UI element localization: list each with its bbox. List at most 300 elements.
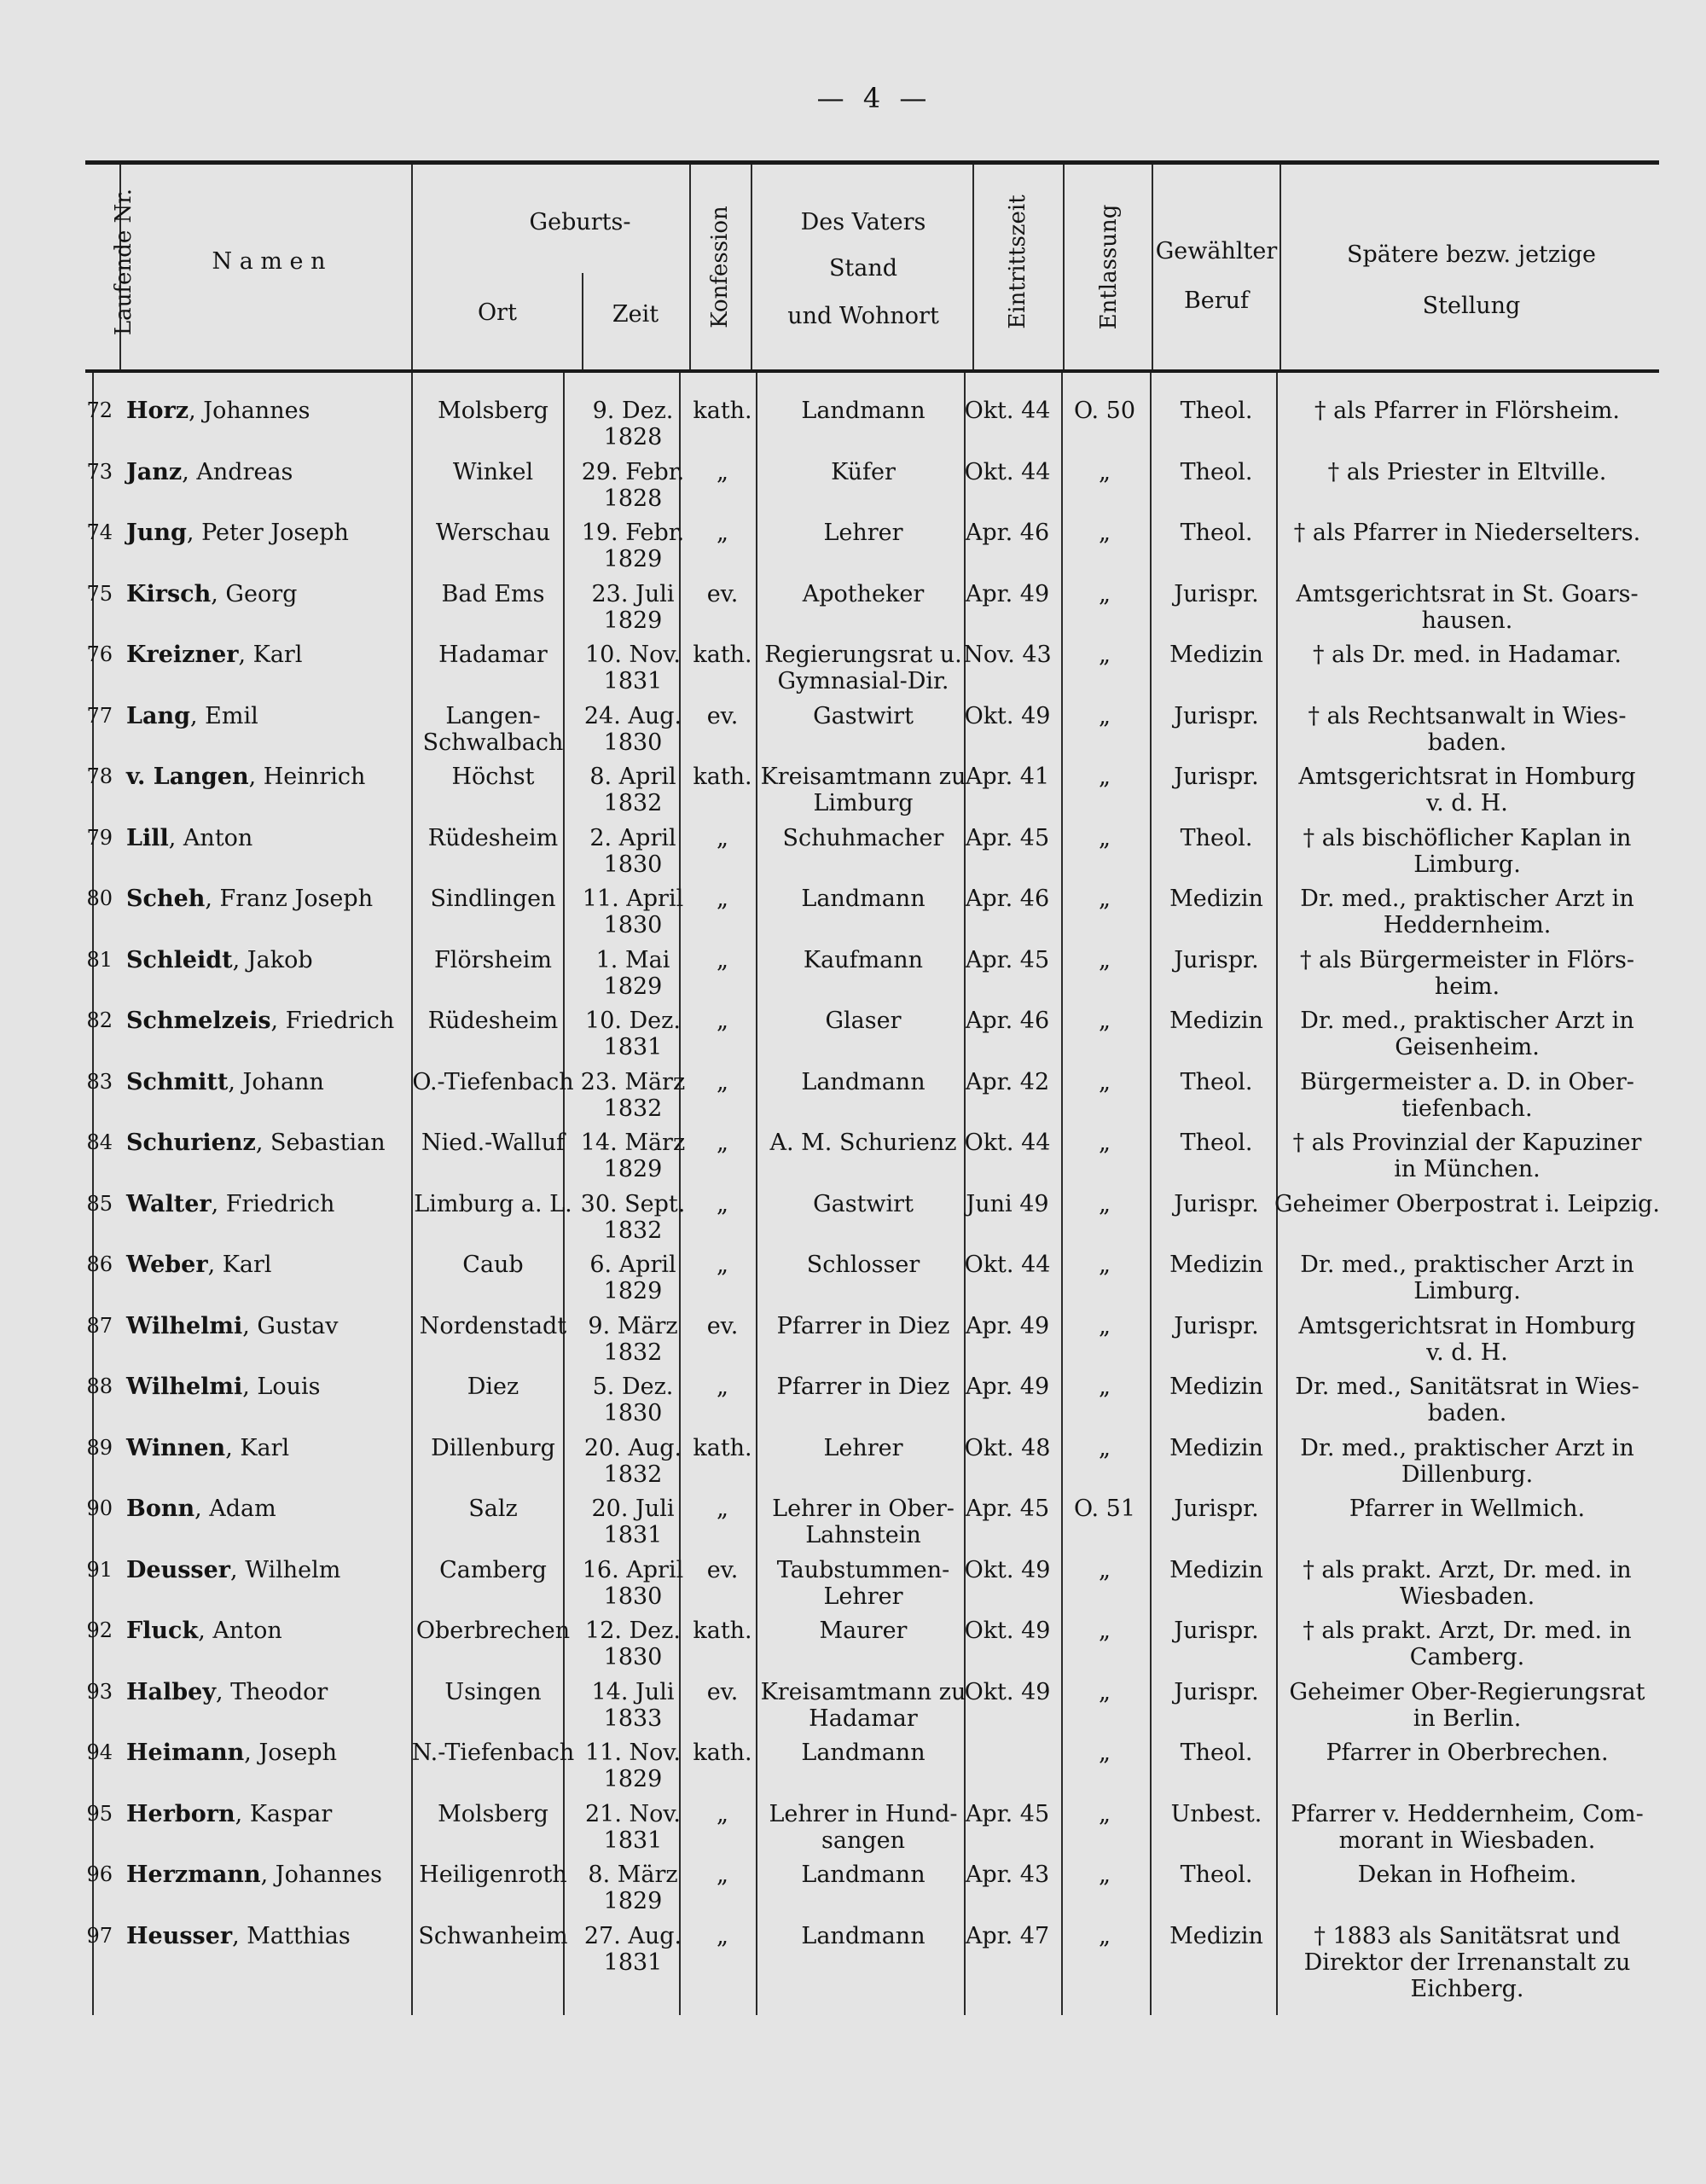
given-name: , Matthias	[232, 1922, 351, 1949]
profession-cell: Theol.	[1180, 824, 1253, 851]
given-name: , Heinrich	[248, 764, 366, 790]
confession-cell: kath.	[693, 1740, 752, 1766]
given-name: , Andreas	[182, 458, 293, 485]
surname: Schmelzeis	[126, 1008, 271, 1034]
position-cell: Dekan in Hofheim.	[1357, 1862, 1577, 1888]
row-number: 75	[86, 581, 113, 606]
position-cell: Amtsgerichtsrat in Homburg v. d. H.	[1298, 1312, 1636, 1366]
entry-date-cell: Apr. 43	[965, 1862, 1050, 1888]
given-name: , Karl	[225, 1434, 290, 1461]
table-row	[0, 1740, 1706, 1801]
surname: Schmitt	[126, 1068, 229, 1095]
entry-date-cell: Apr. 42	[965, 1068, 1050, 1095]
person-name-cell	[126, 520, 349, 546]
surname: Heusser	[126, 1922, 233, 1949]
position-cell: † als Rechtsanwalt in Wies- baden.	[1308, 702, 1627, 756]
position-cell: † als Provinzial der Kapuziner in München.	[1292, 1130, 1642, 1182]
person-name-cell	[126, 1801, 332, 1827]
confession-cell: „	[717, 1862, 728, 1888]
father-cell: Maurer	[819, 1618, 908, 1644]
column-divider	[411, 165, 413, 369]
table-row	[0, 1374, 1706, 1435]
row-number: 85	[86, 1191, 113, 1216]
discharge-cell: „	[1099, 1008, 1111, 1034]
entry-date-cell: Apr. 45	[965, 1800, 1050, 1827]
surname: Lang	[126, 702, 190, 729]
table-row	[0, 1557, 1706, 1618]
row-number: 79	[86, 825, 113, 850]
entry-date-cell: Nov. 43	[963, 642, 1052, 668]
profession-cell: Jurispr.	[1174, 1190, 1259, 1217]
table-row	[0, 581, 1706, 642]
discharge-cell: „	[1099, 458, 1111, 485]
table-row	[0, 459, 1706, 520]
profession-cell: Medizin	[1169, 1008, 1263, 1034]
father-cell: Lehrer in Hund- sangen	[769, 1800, 958, 1854]
birthplace-cell: N.-Tiefenbach	[411, 1740, 575, 1766]
confession-cell: kath.	[693, 764, 752, 790]
birthplace-cell: Oberbrechen	[415, 1618, 571, 1644]
birthplace-cell: Winkel	[452, 458, 534, 485]
header-geburts: Geburts-	[529, 209, 631, 235]
discharge-cell: „	[1099, 886, 1111, 912]
father-cell: Küfer	[831, 458, 896, 485]
surname: Jung	[126, 520, 187, 546]
profession-cell: Jurispr.	[1174, 1678, 1259, 1705]
birthdate-cell: 16. April 1830	[582, 1556, 684, 1610]
given-name: , Anton	[168, 824, 253, 851]
father-cell: Taubstummen- Lehrer	[776, 1556, 950, 1610]
column-divider	[1152, 165, 1153, 369]
position-cell: Dr. med., praktischer Arzt in Geisenheim.	[1300, 1008, 1634, 1060]
table-row	[0, 1191, 1706, 1252]
entry-date-cell: Apr. 45	[965, 946, 1050, 973]
confession-cell: „	[717, 1252, 728, 1278]
confession-cell: „	[717, 1496, 728, 1522]
entry-date-cell: Apr. 46	[965, 520, 1050, 546]
header-konfession: Konfession	[707, 206, 733, 328]
person-name-cell	[126, 1862, 382, 1888]
row-number: 74	[86, 520, 113, 544]
row-number: 89	[86, 1435, 113, 1460]
given-name: , Anton	[198, 1618, 282, 1644]
profession-cell: Jurispr.	[1174, 764, 1259, 790]
header-stellung-line2: Stellung	[1422, 293, 1521, 319]
profession-cell: Theol.	[1180, 520, 1253, 546]
profession-cell: Theol.	[1180, 1740, 1253, 1766]
position-cell: Dr. med., praktischer Arzt in Limburg.	[1300, 1252, 1634, 1304]
surname: Lill	[126, 824, 169, 851]
birthdate-cell: 14. März 1829	[580, 1130, 686, 1182]
birthplace-cell: Salz	[468, 1496, 518, 1522]
table-row	[0, 886, 1706, 947]
row-number: 88	[86, 1374, 113, 1398]
birthdate-cell: 21. Nov. 1831	[584, 1800, 682, 1854]
profession-cell: Jurispr.	[1174, 1618, 1259, 1644]
birthdate-cell: 8. April 1832	[589, 764, 676, 816]
header-beruf-line2: Beruf	[1183, 288, 1250, 314]
birthplace-cell: Flörsheim	[434, 946, 552, 973]
position-cell: Geheimer Ober-Regierungsrat in Berlin.	[1289, 1678, 1645, 1732]
birthdate-cell: 10. Dez. 1831	[585, 1008, 681, 1060]
position-cell: Pfarrer v. Heddernheim, Com- morant in Wiesbaden.	[1291, 1800, 1644, 1854]
entry-date-cell: Apr. 46	[965, 886, 1050, 912]
table-row	[0, 520, 1706, 581]
profession-cell: Medizin	[1169, 1252, 1263, 1278]
confession-cell: „	[717, 520, 728, 546]
given-name: , Karl	[238, 642, 303, 668]
birthdate-cell: 27. Aug. 1831	[583, 1922, 682, 1976]
person-name-cell	[126, 1557, 340, 1583]
surname: Bonn	[126, 1496, 195, 1522]
confession-cell: „	[717, 1008, 728, 1034]
father-cell: Landmann	[801, 886, 926, 912]
birthplace-cell: Dillenburg	[431, 1434, 555, 1461]
discharge-cell: „	[1099, 580, 1111, 607]
father-cell: Kreisamtmann zu Hadamar	[760, 1678, 966, 1732]
position-cell: Dr. med., Sanitätsrat in Wies- baden.	[1295, 1374, 1639, 1426]
profession-cell: Unbest.	[1170, 1800, 1262, 1827]
header-vater-line2: Stand	[828, 255, 898, 282]
father-cell: Landmann	[801, 398, 926, 424]
given-name: , Jakob	[232, 946, 313, 973]
row-number: 78	[86, 764, 113, 788]
position-cell: † als prakt. Arzt, Dr. med. in Wiesbaden.	[1303, 1556, 1632, 1610]
surname: Wilhelmi	[126, 1374, 243, 1400]
birthdate-cell: 6. April 1829	[589, 1252, 676, 1304]
confession-cell: ev.	[706, 580, 739, 607]
father-cell: Pfarrer in Diez	[776, 1374, 950, 1400]
person-name-cell	[126, 1435, 289, 1461]
birthplace-cell: Molsberg	[438, 398, 548, 424]
person-name-cell	[126, 398, 310, 424]
birthdate-cell: 2. April 1830	[589, 824, 676, 878]
row-number: 92	[86, 1618, 113, 1642]
row-number: 86	[86, 1252, 113, 1276]
birthdate-cell: 5. Dez. 1830	[592, 1374, 674, 1426]
confession-cell: kath.	[693, 1618, 752, 1644]
father-cell: Lehrer in Ober- Lahnstein	[772, 1496, 955, 1548]
confession-cell: „	[717, 1800, 728, 1827]
discharge-cell: „	[1099, 946, 1111, 973]
given-name: , Louis	[242, 1374, 321, 1400]
entry-date-cell: Okt. 49	[964, 1618, 1051, 1644]
row-number: 95	[86, 1801, 113, 1826]
given-name: , Sebastian	[255, 1130, 386, 1156]
confession-cell: „	[717, 946, 728, 973]
surname: Deusser	[126, 1556, 231, 1583]
surname: Wilhelmi	[126, 1312, 243, 1339]
row-number: 84	[86, 1130, 113, 1154]
confession-cell: „	[717, 1190, 728, 1217]
confession-cell: kath.	[693, 398, 752, 424]
confession-cell: „	[717, 1130, 728, 1156]
birthplace-cell: O.-Tiefenbach	[412, 1068, 574, 1095]
birthplace-cell: Hadamar	[438, 642, 548, 668]
birthplace-cell: Sindlingen	[430, 886, 556, 912]
person-name-cell	[126, 1252, 272, 1278]
table-row	[0, 1862, 1706, 1923]
position-cell: Geheimer Oberpostrat i. Leipzig.	[1274, 1190, 1660, 1217]
profession-cell: Jurispr.	[1174, 1496, 1259, 1522]
birthdate-cell: 23. März 1832	[580, 1068, 686, 1122]
column-divider	[751, 165, 752, 369]
row-number: 97	[86, 1923, 113, 1948]
surname: Janz	[126, 458, 183, 485]
confession-cell: „	[717, 886, 728, 912]
discharge-cell: „	[1099, 1800, 1111, 1827]
discharge-cell: „	[1099, 1862, 1111, 1888]
birthdate-cell: 9. März 1832	[588, 1312, 678, 1366]
table-row	[0, 1069, 1706, 1130]
person-name-cell	[126, 764, 365, 790]
father-cell: Schuhmacher	[782, 824, 944, 851]
table-row	[0, 1801, 1706, 1862]
birthdate-cell: 20. Juli 1831	[591, 1496, 675, 1548]
surname: Walter	[126, 1190, 212, 1217]
father-cell: Gastwirt	[813, 702, 914, 729]
entry-date-cell: Okt. 44	[964, 1130, 1051, 1156]
birthdate-cell: 12. Dez. 1830	[585, 1618, 681, 1670]
entry-date-cell: Okt. 49	[964, 702, 1051, 729]
row-number: 90	[86, 1496, 113, 1520]
profession-cell: Medizin	[1169, 1434, 1263, 1461]
surname: Winnen	[126, 1434, 226, 1461]
header-bottom-rule	[85, 369, 1659, 373]
surname: Heimann	[126, 1740, 245, 1766]
surname: Horz	[126, 398, 189, 424]
birthplace-cell: Camberg	[439, 1556, 547, 1583]
header-vater-line1: Des Vaters	[800, 209, 926, 235]
father-cell: Landmann	[801, 1740, 926, 1766]
confession-cell: „	[717, 1922, 728, 1949]
birthplace-cell: Höchst	[451, 764, 535, 790]
person-name-cell	[126, 1374, 321, 1400]
entry-date-cell: Okt. 44	[964, 1252, 1051, 1278]
birthdate-cell: 10. Nov. 1831	[584, 642, 682, 694]
surname: Scheh	[126, 886, 206, 912]
discharge-cell: O. 50	[1073, 398, 1136, 424]
father-cell: Glaser	[825, 1008, 902, 1034]
discharge-cell: „	[1099, 1434, 1111, 1461]
discharge-cell: „	[1099, 642, 1111, 668]
table-row	[0, 1252, 1706, 1313]
profession-cell: Theol.	[1180, 1130, 1253, 1156]
surname: Herborn	[126, 1800, 235, 1827]
person-name-cell	[126, 1496, 276, 1522]
position-cell: † als Bürgermeister in Flörs- heim.	[1299, 946, 1635, 1000]
person-name-cell	[126, 1923, 351, 1949]
birthdate-cell: 11. April 1830	[582, 886, 684, 938]
birthplace-cell: Molsberg	[438, 1800, 548, 1827]
header-laufende-nr: Laufende Nr.	[111, 188, 136, 336]
father-cell: Lehrer	[823, 1434, 903, 1461]
father-cell: Apotheker	[802, 580, 925, 607]
discharge-cell: „	[1099, 520, 1111, 546]
given-name: , Karl	[207, 1252, 272, 1278]
row-number: 76	[86, 642, 113, 666]
row-number: 80	[86, 886, 113, 910]
confession-cell: kath.	[693, 1434, 752, 1461]
table-row	[0, 947, 1706, 1008]
header-entlassung: Entlassung	[1096, 204, 1122, 330]
row-number: 83	[86, 1069, 113, 1094]
person-name-cell	[126, 1313, 338, 1339]
birthdate-cell: 20. Aug. 1832	[583, 1434, 682, 1488]
surname: Kirsch	[126, 580, 212, 607]
header-ort: Ort	[478, 299, 517, 326]
birthplace-cell: Bad Ems	[441, 580, 545, 607]
table-row	[0, 1435, 1706, 1496]
discharge-cell: „	[1099, 1556, 1111, 1583]
discharge-cell: „	[1099, 1740, 1111, 1766]
father-cell: Lehrer	[823, 520, 903, 546]
table-row	[0, 1922, 1706, 2002]
given-name: , Adam	[194, 1496, 276, 1522]
profession-cell: Medizin	[1169, 1374, 1263, 1400]
table-row	[0, 703, 1706, 764]
discharge-cell: „	[1099, 1618, 1111, 1644]
person-name-cell	[126, 886, 373, 912]
discharge-cell: O. 51	[1073, 1496, 1136, 1522]
entry-date-cell: Apr. 49	[965, 580, 1050, 607]
header-stellung-line1: Spätere bezw. jetzige	[1346, 241, 1597, 268]
surname: Halbey	[126, 1678, 217, 1705]
birthplace-cell: Rüdesheim	[427, 1008, 559, 1034]
entry-date-cell: Apr. 49	[965, 1374, 1050, 1400]
position-cell: † 1883 als Sanitätsrat und Direktor der Irrenanstalt zu Eichberg.	[1303, 1922, 1631, 2002]
father-cell: Kaufmann	[803, 946, 924, 973]
surname: Kreizner	[126, 642, 239, 668]
confession-cell: ev.	[706, 1312, 739, 1339]
table-row	[0, 1008, 1706, 1069]
discharge-cell: „	[1099, 1922, 1111, 1949]
row-number: 77	[86, 703, 113, 728]
given-name: , Wilhelm	[230, 1556, 341, 1583]
given-name: , Peter Joseph	[186, 520, 349, 546]
person-name-cell	[126, 1740, 337, 1766]
confession-cell: „	[717, 1068, 728, 1095]
person-name-cell	[126, 1191, 334, 1217]
surname: Herzmann	[126, 1862, 261, 1888]
row-number: 73	[86, 459, 113, 484]
given-name: , Johannes	[260, 1862, 382, 1888]
confession-cell: „	[717, 458, 728, 485]
header-eintrittszeit: Eintrittszeit	[1005, 195, 1030, 329]
birthdate-cell: 11. Nov. 1829	[584, 1740, 682, 1792]
position-cell: Dr. med., praktischer Arzt in Dillenburg.	[1300, 1434, 1634, 1488]
table-row	[0, 825, 1706, 886]
given-name: , Joseph	[244, 1740, 338, 1766]
profession-cell: Theol.	[1180, 1862, 1253, 1888]
profession-cell: Theol.	[1180, 458, 1253, 485]
birthdate-cell: 8. März 1829	[588, 1862, 678, 1914]
given-name: , Gustav	[242, 1312, 339, 1339]
person-name-cell	[126, 1008, 394, 1034]
given-name: , Georg	[211, 580, 298, 607]
surname: Fluck	[126, 1618, 199, 1644]
given-name: , Emil	[190, 702, 258, 729]
confession-cell: ev.	[706, 702, 739, 729]
profession-cell: Medizin	[1169, 642, 1263, 668]
birthplace-cell: Nordenstadt	[419, 1312, 567, 1339]
person-name-cell	[126, 1679, 328, 1705]
birthplace-cell: Rüdesheim	[427, 824, 559, 851]
given-name: , Kaspar	[235, 1800, 333, 1827]
position-cell: Bürgermeister a. D. in Ober- tiefenbach.	[1300, 1068, 1634, 1122]
given-name: , Johann	[228, 1068, 324, 1095]
birthdate-cell: 30. Sept. 1832	[580, 1190, 686, 1244]
profession-cell: Jurispr.	[1174, 580, 1259, 607]
birthplace-cell: Caub	[462, 1252, 524, 1278]
table-row	[0, 1679, 1706, 1740]
birthplace-cell: Limburg a. L.	[414, 1190, 572, 1217]
table-row	[0, 1313, 1706, 1374]
discharge-cell: „	[1099, 1130, 1111, 1156]
entry-date-cell: Okt. 44	[964, 458, 1051, 485]
row-number: 91	[86, 1557, 113, 1582]
confession-cell: „	[717, 1374, 728, 1400]
birthdate-cell: 29. Febr. 1828	[581, 458, 685, 512]
entry-date-cell: Apr. 47	[965, 1922, 1050, 1949]
position-cell: † als Dr. med. in Hadamar.	[1313, 642, 1622, 668]
table-row	[0, 1130, 1706, 1191]
entry-date-cell: Okt. 49	[964, 1556, 1051, 1583]
entry-date-cell: Apr. 49	[965, 1312, 1050, 1339]
row-number: 72	[86, 398, 113, 422]
profession-cell: Jurispr.	[1174, 1312, 1259, 1339]
confession-cell: ev.	[706, 1678, 739, 1705]
table-row	[0, 1496, 1706, 1557]
discharge-cell: „	[1099, 702, 1111, 729]
table-row	[0, 1618, 1706, 1679]
discharge-cell: „	[1099, 1374, 1111, 1400]
given-name: , Franz Joseph	[205, 886, 374, 912]
person-name-cell	[126, 459, 293, 485]
position-cell: Dr. med., praktischer Arzt in Heddernheim.	[1300, 886, 1634, 938]
discharge-cell: „	[1099, 764, 1111, 790]
header-namen: N a m e n	[212, 248, 326, 275]
profession-cell: Medizin	[1169, 1922, 1263, 1949]
position-cell: † als prakt. Arzt, Dr. med. in Camberg.	[1303, 1618, 1632, 1670]
discharge-cell: „	[1099, 1068, 1111, 1095]
profession-cell: Medizin	[1169, 886, 1263, 912]
row-number: 94	[86, 1740, 113, 1764]
entry-date-cell: Okt. 49	[964, 1678, 1051, 1705]
person-name-cell	[126, 1130, 386, 1156]
position-cell: Pfarrer in Wellmich.	[1349, 1496, 1586, 1522]
header-zeit: Zeit	[612, 301, 659, 328]
birthplace-cell: Nied.-Walluf	[421, 1130, 565, 1156]
birthdate-cell: 19. Febr. 1829	[581, 520, 685, 572]
column-divider	[1063, 165, 1065, 369]
confession-cell: kath.	[693, 642, 752, 668]
entry-date-cell: Juni 49	[966, 1190, 1049, 1217]
birthplace-cell: Heiligenroth	[419, 1862, 567, 1888]
profession-cell: Jurispr.	[1174, 702, 1259, 729]
confession-cell: ev.	[706, 1556, 739, 1583]
entry-date-cell: Apr. 45	[965, 1496, 1050, 1522]
entry-date-cell: Okt. 44	[964, 398, 1051, 424]
surname: Weber	[126, 1252, 208, 1278]
position-cell: Amtsgerichtsrat in St. Goars- hausen.	[1296, 580, 1639, 634]
discharge-cell: „	[1099, 1312, 1111, 1339]
position-cell: † als Pfarrer in Flörsheim.	[1314, 398, 1620, 424]
position-cell: Pfarrer in Oberbrechen.	[1326, 1740, 1609, 1766]
birthplace-cell: Langen- Schwalbach	[422, 702, 564, 756]
profession-cell: Theol.	[1180, 398, 1253, 424]
entry-date-cell: Okt. 48	[964, 1434, 1051, 1461]
